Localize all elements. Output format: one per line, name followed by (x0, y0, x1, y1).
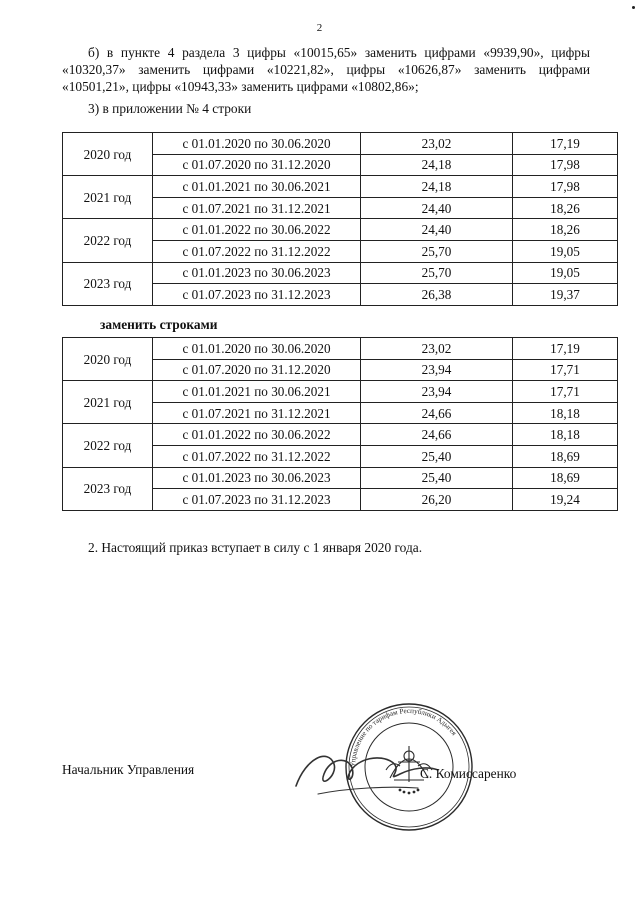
table-row (63, 176, 618, 198)
year-cell: 2021 год (63, 381, 153, 424)
period-cell: с 01.07.2020 по 31.12.2020 (153, 359, 361, 381)
rate-value-cell: 17,19 (513, 338, 618, 360)
rate-value-cell: 26,20 (361, 489, 513, 511)
rate-value-cell: 26,38 (361, 284, 513, 306)
rate-value-cell: 17,98 (513, 176, 618, 198)
rate-value-cell: 24,40 (361, 197, 513, 219)
rate-value-cell: 17,71 (513, 381, 618, 403)
period-cell: с 01.07.2022 по 31.12.2022 (153, 240, 361, 262)
page-number: 2 (316, 22, 323, 34)
period-cell: с 01.01.2020 по 30.06.2020 (153, 338, 361, 360)
paragraph-item-3: 3) в приложении № 4 строки (88, 101, 252, 116)
rate-value-cell: 25,40 (361, 445, 513, 467)
paragraph-item-b: б) в пункте 4 раздела 3 цифры «10015,65» заменить цифрами «9939,90», цифры «10320,37» заменить цифрами «10221,82», цифры «10626,87» заменить цифрами «10501,21», цифры «10943,33» заменить цифрами «10802,86»; (62, 45, 590, 94)
replace-heading: заменить строками (100, 317, 218, 332)
rate-value-cell: 23,02 (361, 338, 513, 360)
rate-value-cell: 17,98 (513, 154, 618, 176)
year-cell: 2023 год (63, 262, 153, 305)
period-cell: с 01.01.2022 по 30.06.2022 (153, 424, 361, 446)
rate-value-cell: 23,94 (361, 381, 513, 403)
period-cell: с 01.01.2020 по 30.06.2020 (153, 133, 361, 155)
closing-paragraph: 2. Настоящий приказ вступает в силу с 1 января 2020 года. (88, 540, 423, 555)
period-cell: с 01.07.2021 по 31.12.2021 (153, 402, 361, 424)
rate-value-cell: 24,66 (361, 424, 513, 446)
rate-value-cell: 19,37 (513, 284, 618, 306)
year-cell: 2022 год (63, 219, 153, 262)
period-cell: с 01.07.2023 по 31.12.2023 (153, 489, 361, 511)
rate-value-cell: 17,71 (513, 359, 618, 381)
rate-value-cell: 19,24 (513, 489, 618, 511)
scan-speck (632, 6, 635, 9)
table-row (63, 338, 618, 360)
rate-value-cell: 24,18 (361, 154, 513, 176)
period-cell: с 01.01.2023 по 30.06.2023 (153, 467, 361, 489)
rate-value-cell: 23,94 (361, 359, 513, 381)
rates-table-new (62, 337, 618, 511)
table-row (63, 381, 618, 403)
rate-value-cell: 25,40 (361, 467, 513, 489)
period-cell: с 01.01.2021 по 30.06.2021 (153, 176, 361, 198)
year-cell: 2023 год (63, 467, 153, 510)
rate-value-cell: 18,26 (513, 197, 618, 219)
year-cell: 2020 год (63, 338, 153, 381)
period-cell: с 01.01.2023 по 30.06.2023 (153, 262, 361, 284)
table-row (63, 424, 618, 446)
period-cell: с 01.07.2023 по 31.12.2023 (153, 284, 361, 306)
rate-value-cell: 24,18 (361, 176, 513, 198)
rate-value-cell: 18,26 (513, 219, 618, 241)
rate-value-cell: 24,40 (361, 219, 513, 241)
rate-value-cell: 18,69 (513, 467, 618, 489)
signatory-name: С. Комиссаренко (420, 766, 517, 781)
year-cell: 2022 год (63, 424, 153, 467)
period-cell: с 01.07.2021 по 31.12.2021 (153, 197, 361, 219)
table-row (63, 262, 618, 284)
period-cell: с 01.07.2022 по 31.12.2022 (153, 445, 361, 467)
rate-value-cell: 18,18 (513, 424, 618, 446)
period-cell: с 01.01.2022 по 30.06.2022 (153, 219, 361, 241)
rate-value-cell: 19,05 (513, 240, 618, 262)
year-cell: 2021 год (63, 176, 153, 219)
signatory-title: Начальник Управления (62, 762, 195, 777)
rates-table-old (62, 132, 618, 306)
rate-value-cell: 19,05 (513, 262, 618, 284)
rate-value-cell: 18,69 (513, 445, 618, 467)
year-cell: 2020 год (63, 133, 153, 176)
rate-value-cell: 23,02 (361, 133, 513, 155)
table-row (63, 133, 618, 155)
rate-value-cell: 24,66 (361, 402, 513, 424)
table-row (63, 467, 618, 489)
period-cell: с 01.01.2021 по 30.06.2021 (153, 381, 361, 403)
rate-value-cell: 25,70 (361, 262, 513, 284)
svg-text:Управление по тарифам Республи: Управление по тарифам Республики Адыгея (348, 706, 459, 768)
table-row (63, 219, 618, 241)
rate-value-cell: 17,19 (513, 133, 618, 155)
rate-value-cell: 18,18 (513, 402, 618, 424)
period-cell: с 01.07.2020 по 31.12.2020 (153, 154, 361, 176)
rate-value-cell: 25,70 (361, 240, 513, 262)
